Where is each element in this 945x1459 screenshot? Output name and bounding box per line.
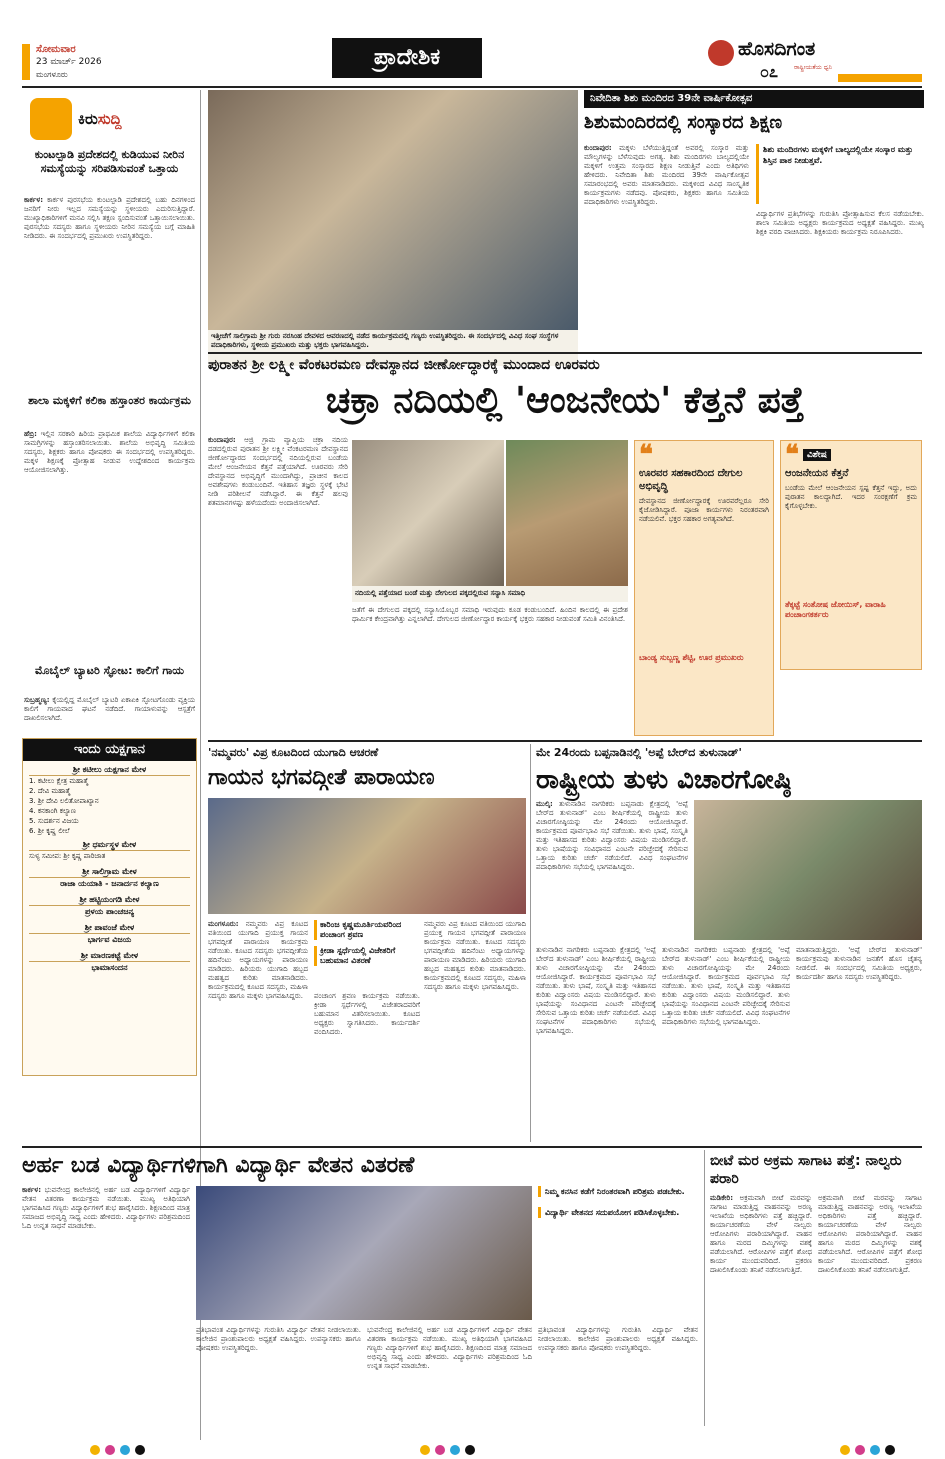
mela-item: ಭಾಮಾಸಂದನ	[91, 963, 128, 972]
anjaneya-photo-caption: ನದಿಯಲ್ಲಿ ಪತ್ತೆಯಾದ ಬಂಡೆ ಮತ್ತು ದೇಗುಲದ ಪಕ್ಕದಲ್ಲಿರುವ ಸನ್ಯಾಸಿ ಸಮಾಧಿ	[352, 586, 628, 602]
story3-text: ಕೈಯಲ್ಲಿದ್ದ ಮೊಬೈಲ್ ಬ್ಯಾಟರಿ ಏಕಾಏಕಿ ಸ್ಫೋಟಗೊಂಡು ವ್ಯಕ್ತಿಯ ಕಾಲಿಗೆ ಗಾಯವಾದ ಘಟನೆ ನಡೆದಿದೆ. ಗಾಯಾಳುವನ್ನು ಆಸ್ಪತ್ರೆಗೆ ದಾಖಲಿಸಲಾಗಿದೆ.	[24, 696, 195, 722]
kirusuddi-label-a: ಕಿರು	[78, 110, 98, 128]
kirusuddi-label-b: ಸುದ್ದಿ	[97, 110, 122, 128]
top-photo-caption: ಇತ್ತೀಚೆಗೆ ಸಾಲಿಗ್ರಾಮ ಶ್ರೀ ಗುರು ನರಸಿಂಹ ದೇವಳದ ಆವರಣದಲ್ಲಿ ನಡೆದ ಕಾರ್ಯಕ್ರಮದಲ್ಲಿ ಗಣ್ಯರು ಉಪಸ್ಥಿತರಿದ್ದರು. ಈ ಸಂದರ್ಭದಲ್ಲಿ ವಿವಿಧ ಸಂಘ ಸಂಸ್ಥೆಗಳ ಪದಾಧಿಕಾರಿಗಳು, ಸ್ಥಳೀಯ ಪ್ರಮುಖರು ಮತ್ತು ಭಕ್ತರು ಭಾಗವಹಿಸಿದ್ದರು.	[208, 330, 578, 366]
gita-group-photo	[208, 798, 526, 914]
timber-dateline: ಮಡಿಕೇರಿ:	[710, 1194, 734, 1202]
quote2-label: ವಿಶೇಷ	[803, 449, 831, 461]
gita-kicker: 'ನಮ್ಮವರು' ವಿಪ್ರ ಕೂಟದಿಂದ ಯುಗಾದಿ ಆಚರಣೆ	[208, 746, 379, 759]
tulu-body2: ಮಾತನಾಡುತ್ತಿದ್ದರು. 'ಅಪ್ಪೆ ಬೇರ್‌ದ ತುಳುನಾಡ್' ಕಾರ್ಯಕ್ರಮವು ತುಳುನಾಡಿನ ಜನತೆಗೆ ಹೊಸ ಚೈತನ್ಯ ನೀಡಲಿದೆ. ಈ ಸಂದರ್ಭದಲ್ಲಿ ಸಮಿತಿಯ ಅಧ್ಯಕ್ಷರು, ಕಾರ್ಯದರ್ಶಿ ಹಾಗೂ ಸದಸ್ಯರು ಉಪಸ್ಥಿತರಿದ್ದರು.	[796, 946, 922, 981]
scholarship-dateline: ಕಾರ್ಕಳ:	[22, 1186, 41, 1194]
shishu-highlight: ಶಿಶು ಮಂದಿರಗಳು ಮಕ್ಕಳಿಗೆ ಬಾಲ್ಯದಲ್ಲಿಯೇ ಸಂಸ್ಕಾರ ಮತ್ತು ಶಿಸ್ತಿನ ಪಾಠ ನೀಡುತ್ತವೆ.	[756, 144, 924, 204]
mela-item: 2. ದೇವಿ ಮಹಾತ್ಮೆ	[29, 787, 71, 795]
mela-item: 5. ಸುದರ್ಶನ ವಿಜಯ	[29, 817, 79, 825]
registration-dot	[465, 1445, 475, 1455]
scholarship-body4: ಪ್ರತಿಭಾವಂತ ವಿದ್ಯಾರ್ಥಿಗಳನ್ನು ಗುರುತಿಸಿ ವಿದ್ಯಾರ್ಥಿ ವೇತನ ನೀಡಲಾಯಿತು. ಕಾಲೇಜಿನ ಪ್ರಾಂಶುಪಾಲರು ಅಧ್ಯಕ್ಷತೆ ವಹಿಸಿದ್ದರು. ಉಪನ್ಯಾಸಕರು ಹಾಗೂ ಪೋಷಕರು ಉಪಸ್ಥಿತರಿದ್ದರು.	[538, 1326, 698, 1352]
gita-headline: ಗಾಯನ ಭಗವದ್ಗೀತೆ ಪಾರಾಯಣ	[208, 765, 435, 790]
paper-logo	[708, 38, 922, 82]
tulu-headline: ರಾಷ್ಟ್ರೀಯ ತುಳು ವಿಚಾರಗೋಷ್ಠಿ	[536, 765, 792, 795]
story3-headline: ಮೊಬೈಲ್ ಬ್ಯಾಟರಿ ಸ್ಫೋಟ: ಕಾಲಿಗೆ ಗಾಯ	[35, 664, 184, 677]
mela-name: ಶ್ರೀ ಪಾವಂಜೆ ಮೇಳ	[29, 923, 190, 934]
shishu-body2: ವಿದ್ಯಾರ್ಥಿಗಳ ಪ್ರತಿಭೆಗಳನ್ನು ಗುರುತಿಸಿ ಪ್ರೋತ್ಸಾಹಿಸುವ ಕೆಲಸ ನಡೆಯಬೇಕು. ಶಾಲಾ ಸಮಿತಿಯ ಅಧ್ಯಕ್ಷರು ಕಾರ್ಯಕ್ರಮದ ಅಧ್ಯಕ್ಷತೆ ವಹಿಸಿದ್ದರು. ಮುಖ್ಯ ಶಿಕ್ಷಕಿ ವರದಿ ವಾಚಿಸಿದರು. ಶಿಕ್ಷಕಿಯರು ಕಾರ್ಯಕ್ರಮ ನಿರೂಪಿಸಿದರು.	[756, 210, 924, 236]
quote2-title: ಆಂಜನೇಯನ ಕೆತ್ತನೆ	[785, 468, 849, 479]
gita-highlights	[314, 920, 420, 986]
shishu-body	[584, 144, 749, 364]
timber-text: ಅಕ್ರಮವಾಗಿ ಬೀಟೆ ಮರವನ್ನು ಸಾಗಾಟ ಮಾಡುತ್ತಿದ್ದ ವಾಹನವನ್ನು ಅರಣ್ಯ ಇಲಾಖೆಯ ಅಧಿಕಾರಿಗಳು ಪತ್ತೆ ಹಚ್ಚಿದ್ದಾರೆ. ಕಾರ್ಯಾಚರಣೆಯ ವೇಳೆ ನಾಲ್ವರು ಆರೋಪಿಗಳು ಪರಾರಿಯಾಗಿದ್ದಾರೆ. ವಾಹನ ಹಾಗೂ ಮರದ ದಿಮ್ಮಿಗಳನ್ನು ವಶಕ್ಕೆ ಪಡೆಯಲಾಗಿದೆ. ಆರೋಪಿಗಳ ಪತ್ತೆಗೆ ಶೋಧ ಕಾರ್ಯ ಮುಂದುವರಿದಿದೆ. ಪ್ರಕರಣ ದಾಖಲಿಸಿಕೊಂಡು ತನಿಖೆ ನಡೆಸಲಾಗುತ್ತಿದೆ.	[710, 1194, 812, 1274]
yakshagana-group	[29, 923, 190, 945]
registration-marks-center	[420, 1440, 475, 1459]
bottom-rule	[22, 1146, 922, 1148]
scholarship-highlights	[538, 1186, 698, 1320]
anjaneya-kicker: ಪುರಾತನ ಶ್ರೀ ಲಕ್ಷ್ಮೀ ವೆಂಕಟರಮಣ ದೇವಸ್ಥಾನದ ಜೀರ್ಣೋದ್ಧಾರಕ್ಕೆ ಮುಂದಾದ ಊರವರು	[208, 357, 600, 373]
mela-name: ಶ್ರೀ ಧರ್ಮಸ್ಥಳ ಮೇಳ	[29, 840, 190, 851]
tulu-text: ತುಳುನಾಡಿನ ನಾಗರಿಕರು ಬಪ್ಪನಾಡು ಕ್ಷೇತ್ರದಲ್ಲಿ 'ಅಪ್ಪೆ ಬೇರ್‌ದ ತುಳುನಾಡ್' ಎಂಬ ಶೀರ್ಷಿಕೆಯಲ್ಲಿ ರಾಷ್ಟ್ರೀಯ ತುಳು ವಿಚಾರಗೋಷ್ಠಿಯನ್ನು ಮೇ 24ರಂದು ಆಯೋಜಿಸಿದ್ದಾರೆ. ಕಾರ್ಯಕ್ರಮದ ಪೂರ್ವಭಾವಿ ಸಭೆ ನಡೆಯಿತು. ತುಳು ಭಾಷೆ, ಸಂಸ್ಕೃತಿ ಮತ್ತು ಇತಿಹಾಸದ ಕುರಿತು ವಿದ್ವಾಂಸರು ವಿಷಯ ಮಂಡಿಸಲಿದ್ದಾರೆ. ತುಳು ಭಾಷೆಯನ್ನು ಸಂವಿಧಾನದ ಎಂಟನೇ ಪರಿಚ್ಛೇದಕ್ಕೆ ಸೇರಿಸುವ ಒತ್ತಾಯ ಕುರಿತು ಚರ್ಚೆ ನಡೆಯಲಿದೆ. ವಿವಿಧ ಸಂಘಟನೆಗಳ ಪದಾಧಿಕಾರಿಗಳು ಸಭೆಯಲ್ಲಿ ಭಾಗವಹಿಸಿದ್ದರು.	[536, 800, 688, 871]
scholarship-photo	[196, 1186, 532, 1320]
yakshagana-group	[29, 895, 190, 917]
anjaneya-body2: ಜತೆಗೆ ಈ ದೇಗುಲದ ಪಕ್ಕದಲ್ಲಿ ಸನ್ಯಾಸಿಯೊಬ್ಬರ ಸಮಾಧಿ ಇರುವುದು ಕೂಡ ಕಂಡುಬಂದಿದೆ. ಹಿಂದಿನ ಕಾಲದಲ್ಲಿ ಈ ಪ್ರದೇಶ ಧಾರ್ಮಿಕ ಕೇಂದ್ರವಾಗಿತ್ತು ಎನ್ನಲಾಗಿದೆ. ದೇಗುಲದ ಜೀರ್ಣೋದ್ಧಾರ ಕಾರ್ಯಕ್ಕೆ ಭಕ್ತರು ಸಹಕಾರ ನೀಡುವಂತೆ ಸಮಿತಿ ವಿನಂತಿಸಿದೆ.	[352, 606, 628, 623]
registration-dot	[840, 1445, 850, 1455]
page-number: ೦೭	[760, 62, 778, 81]
registration-dot	[450, 1445, 460, 1455]
masthead-rule	[22, 86, 922, 88]
shishu-dateline: ಕುಂದಾಪುರ:	[584, 144, 612, 152]
anjaneya-body	[208, 436, 348, 736]
gita-body2: ಪಂಚಾಂಗ ಶ್ರವಣ ಕಾರ್ಯಕ್ರಮ ನಡೆಯಿತು. ಕ್ರೀಡಾ ಸ್ಪರ್ಧೆಗಳಲ್ಲಿ ವಿಜೇತರಾದವರಿಗೆ ಬಹುಮಾನ ವಿತರಿಸಲಾಯಿತು. ಕೂಟದ ಅಧ್ಯಕ್ಷರು ಸ್ವಾಗತಿಸಿದರು. ಕಾರ್ಯದರ್ಶಿ ವಂದಿಸಿದರು.	[314, 992, 420, 1036]
quote-mark-icon: ❝	[785, 440, 799, 470]
shishu-story	[584, 90, 924, 366]
story2-headline: ಶಾಲಾ ಮಕ್ಕಳಿಗೆ ಕಲಿಕಾ ಹಸ್ತಾಂತರ ಕಾರ್ಯಕ್ರಮ	[28, 394, 191, 407]
quote1-title: ಊರವರ ಸಹಕಾರದಿಂದ ದೇಗುಲ ಅಭಿವೃದ್ಧಿ	[639, 468, 743, 492]
registration-dot	[420, 1445, 430, 1455]
masthead-day: ಸೋಮವಾರ	[36, 44, 76, 55]
scholarship-body2: ಪ್ರತಿಭಾವಂತ ವಿದ್ಯಾರ್ಥಿಗಳನ್ನು ಗುರುತಿಸಿ ವಿದ್ಯಾರ್ಥಿ ವೇತನ ನೀಡಲಾಯಿತು. ಕಾಲೇಜಿನ ಪ್ರಾಂಶುಪಾಲರು ಅಧ್ಯಕ್ಷತೆ ವಹಿಸಿದ್ದರು. ಉಪನ್ಯಾಸಕರು ಹಾಗೂ ಪೋಷಕರು ಉಪಸ್ಥಿತರಿದ್ದರು.	[196, 1326, 361, 1352]
registration-dot	[435, 1445, 445, 1455]
story1-dateline: ಕಾರ್ಕಳ:	[24, 196, 43, 204]
shishu-headline: ಶಿಶುಮಂದಿರದಲ್ಲಿ ಸಂಸ್ಕಾರದ ಶಿಕ್ಷಣ	[584, 112, 783, 133]
mela-name: ಶ್ರೀ ಮಾರಣಕಟ್ಟೆ ಮೇಳ	[29, 951, 190, 962]
quote2-body: ಬಂಡೆಯ ಮೇಲೆ ಆಂಜನೇಯನ ಸ್ಪಷ್ಟ ಕೆತ್ತನೆ ಇದ್ದು, ಅದು ಪುರಾತನ ಕಾಲದ್ದಾಗಿದೆ. ಇದರ ಸಂರಕ್ಷಣೆಗೆ ಕ್ರಮ ಕೈಗೊಳ್ಳಬೇಕು.	[785, 484, 917, 510]
registration-dot	[870, 1445, 880, 1455]
gita-body3: ನಮ್ಮವರು ವಿಪ್ರ ಕೂಟದ ವತಿಯಿಂದ ಯುಗಾದಿ ಪ್ರಯುಕ್ತ ಗಾಯನ ಭಗವದ್ಗೀತೆ ಪಾರಾಯಣ ಕಾರ್ಯಕ್ರಮ ನಡೆಯಿತು. ಕೂಟದ ಸದಸ್ಯರು ಭಗವದ್ಗೀತೆಯ ಹದಿನೆಂಟು ಅಧ್ಯಾಯಗಳನ್ನು ಪಾರಾಯಣ ಮಾಡಿದರು. ಹಿರಿಯರು ಯುಗಾದಿ ಹಬ್ಬದ ಮಹತ್ವದ ಕುರಿತು ಮಾತನಾಡಿದರು. ಕಾರ್ಯಕ್ರಮದಲ್ಲಿ ಕೂಟದ ಸದಸ್ಯರು, ಮಹಿಳಾ ಸದಸ್ಯರು ಹಾಗೂ ಮಕ್ಕಳು ಭಾಗವಹಿಸಿದ್ದರು.	[424, 920, 526, 991]
kirusuddi-label	[78, 110, 122, 128]
scholarship-body3: ಭುವನೇಂದ್ರ ಕಾಲೇಜಿನಲ್ಲಿ ಅರ್ಹ ಬಡ ವಿದ್ಯಾರ್ಥಿಗಳಿಗೆ ವಿದ್ಯಾರ್ಥಿ ವೇತನ ವಿತರಣಾ ಕಾರ್ಯಕ್ರಮ ನಡೆಯಿತು. ಮುಖ್ಯ ಅತಿಥಿಯಾಗಿ ಭಾಗವಹಿಸಿದ ಗಣ್ಯರು ವಿದ್ಯಾರ್ಥಿಗಳಿಗೆ ಶುಭ ಹಾರೈಸಿದರು. ಶಿಕ್ಷಣದಿಂದ ಮಾತ್ರ ಸಮಾಜದ ಅಭಿವೃದ್ಧಿ ಸಾಧ್ಯ ಎಂದು ಹೇಳಿದರು. ವಿದ್ಯಾರ್ಥಿಗಳು ಪರಿಶ್ರಮದಿಂದ ಓದಿ ಉನ್ನತ ಸಾಧನೆ ಮಾಡಬೇಕು.	[367, 1326, 532, 1370]
tulu-kicker: ಮೇ 24ರಂದು ಬಪ್ಪನಾಡಿನಲ್ಲಿ 'ಅಪ್ಪೆ ಬೇರ್‌ದ ತುಳುನಾಡ್'	[536, 746, 742, 759]
mela-item: 1. ಕಟೀಲು ಕ್ಷೇತ್ರ ಮಹಾತ್ಮೆ	[29, 777, 89, 785]
yakshagana-group	[29, 951, 190, 973]
mela-name: ಶ್ರೀ ಹಟ್ಟಿಯಂಗಡಿ ಮೇಳ	[29, 895, 190, 906]
section-title: ಪ್ರಾದೇಶಿಕ	[332, 38, 482, 78]
rock-carving-photo	[352, 440, 504, 586]
tulu-meeting-photo	[694, 800, 922, 940]
quote2-by: ತೆಕ್ಕಟ್ಟೆ ಸಂತೋಷ ಜೋಯಿಸ್, ವಾರಾಹಿ ಪಂಚಾಂಗಕರ್ತರು	[785, 600, 886, 619]
gita-box1: ಕಾರಿಂಜ ಕೃಷ್ಣಮೂರ್ತಿಯವರಿಂದ ಪಂಚಾಂಗ ಶ್ರವಣ	[314, 920, 420, 940]
tulu-body-col3: ತುಳುನಾಡಿನ ನಾಗರಿಕರು ಬಪ್ಪನಾಡು ಕ್ಷೇತ್ರದಲ್ಲಿ 'ಅಪ್ಪೆ ಬೇರ್‌ದ ತುಳುನಾಡ್' ಎಂಬ ಶೀರ್ಷಿಕೆಯಲ್ಲಿ ರಾಷ್ಟ್ರೀಯ ತುಳು ವಿಚಾರಗೋಷ್ಠಿಯನ್ನು ಮೇ 24ರಂದು ಆಯೋಜಿಸಿದ್ದಾರೆ. ಕಾರ್ಯಕ್ರಮದ ಪೂರ್ವಭಾವಿ ಸಭೆ ನಡೆಯಿತು. ತುಳು ಭಾಷೆ, ಸಂಸ್ಕೃತಿ ಮತ್ತು ಇತಿಹಾಸದ ಕುರಿತು ವಿದ್ವಾಂಸರು ವಿಷಯ ಮಂಡಿಸಲಿದ್ದಾರೆ. ತುಳು ಭಾಷೆಯನ್ನು ಸಂವಿಧಾನದ ಎಂಟನೇ ಪರಿಚ್ಛೇದಕ್ಕೆ ಸೇರಿಸುವ ಒತ್ತಾಯ ಕುರಿತು ಚರ್ಚೆ ನಡೆಯಲಿದೆ. ವಿವಿಧ ಸಂಘಟನೆಗಳ ಪದಾಧಿಕಾರಿಗಳು ಸಭೆಯಲ್ಲಿ ಭಾಗವಹಿಸಿದ್ದರು.	[662, 946, 790, 1026]
masthead-date: 23 ಮಾರ್ಚ್ 2026	[36, 57, 102, 67]
quote-box-special	[780, 440, 922, 670]
middle-rule	[208, 740, 922, 742]
registration-dot	[855, 1445, 865, 1455]
mela-name: ಶ್ರೀ ಕಟೀಲು ಯಕ್ಷಗಾನ ಮೇಳ	[29, 765, 190, 776]
mela-item: 6. ಶ್ರೀ ಕೃಷ್ಣ ಲೀಲೆ	[29, 827, 70, 835]
registration-dot	[105, 1445, 115, 1455]
timber-headline: ಬೀಟೆ ಮರ ಅಕ್ರಮ ಸಾಗಾಟ ಪತ್ತೆ: ನಾಲ್ವರು ಪರಾರಿ	[710, 1153, 902, 1187]
registration-marks-right	[840, 1440, 895, 1459]
registration-dot	[135, 1445, 145, 1455]
yakshagana-group	[29, 840, 190, 861]
registration-marks-left	[90, 1440, 145, 1459]
anjaneya-dateline: ಕುಂದಾಪುರ:	[208, 436, 236, 444]
tulu-dateline: ಮುಲ್ಕಿ:	[536, 800, 553, 808]
story2-text: ಇಲ್ಲಿನ ಸರಕಾರಿ ಹಿರಿಯ ಪ್ರಾಥಮಿಕ ಶಾಲೆಯ ವಿದ್ಯಾರ್ಥಿಗಳಿಗೆ ಕಲಿಕಾ ಸಾಮಗ್ರಿಗಳನ್ನು ಹಸ್ತಾಂತರಿಸಲಾಯಿತು. ಶಾಲೆಯ ಅಭಿವೃದ್ಧಿ ಸಮಿತಿಯ ಸದಸ್ಯರು, ಶಿಕ್ಷಕರು ಹಾಗೂ ಪೋಷಕರು ಈ ಸಂದರ್ಭದಲ್ಲಿ ಉಪಸ್ಥಿತರಿದ್ದರು. ಮಕ್ಕಳ ಶಿಕ್ಷಣಕ್ಕೆ ಪ್ರೋತ್ಸಾಹ ನೀಡುವ ಉದ್ದೇಶದಿಂದ ಕಾರ್ಯಕ್ರಮ ಆಯೋಜಿಸಲಾಗಿತ್ತು.	[24, 430, 195, 474]
masthead	[22, 38, 922, 88]
tulu-body-col2: ತುಳುನಾಡಿನ ನಾಗರಿಕರು ಬಪ್ಪನಾಡು ಕ್ಷೇತ್ರದಲ್ಲಿ 'ಅಪ್ಪೆ ಬೇರ್‌ದ ತುಳುನಾಡ್' ಎಂಬ ಶೀರ್ಷಿಕೆಯಲ್ಲಿ ರಾಷ್ಟ್ರೀಯ ತುಳು ವಿಚಾರಗೋಷ್ಠಿಯನ್ನು ಮೇ 24ರಂದು ಆಯೋಜಿಸಿದ್ದಾರೆ. ಕಾರ್ಯಕ್ರಮದ ಪೂರ್ವಭಾವಿ ಸಭೆ ನಡೆಯಿತು. ತುಳು ಭಾಷೆ, ಸಂಸ್ಕೃತಿ ಮತ್ತು ಇತಿಹಾಸದ ಕುರಿತು ವಿದ್ವಾಂಸರು ವಿಷಯ ಮಂಡಿಸಲಿದ್ದಾರೆ. ತುಳು ಭಾಷೆಯನ್ನು ಸಂವಿಧಾನದ ಎಂಟನೇ ಪರಿಚ್ಛೇದಕ್ಕೆ ಸೇರಿಸುವ ಒತ್ತಾಯ ಕುರಿತು ಚರ್ಚೆ ನಡೆಯಲಿದೆ. ವಿವಿಧ ಸಂಘಟನೆಗಳ ಪದಾಧಿಕಾರಿಗಳು ಸಭೆಯಲ್ಲಿ ಭಾಗವಹಿಸಿದ್ದರು.	[536, 946, 656, 1035]
paper-tagline: ರಾಷ್ಟ್ರೀಯತೆಯ ಧ್ವನಿ	[794, 64, 832, 71]
yakshagana-group	[29, 765, 190, 836]
timber-body2: ಅಕ್ರಮವಾಗಿ ಬೀಟೆ ಮರವನ್ನು ಸಾಗಾಟ ಮಾಡುತ್ತಿದ್ದ ವಾಹನವನ್ನು ಅರಣ್ಯ ಇಲಾಖೆಯ ಅಧಿಕಾರಿಗಳು ಪತ್ತೆ ಹಚ್ಚಿದ್ದಾರೆ. ಕಾರ್ಯಾಚರಣೆಯ ವೇಳೆ ನಾಲ್ವರು ಆರೋಪಿಗಳು ಪರಾರಿಯಾಗಿದ್ದಾರೆ. ವಾಹನ ಹಾಗೂ ಮರದ ದಿಮ್ಮಿಗಳನ್ನು ವಶಕ್ಕೆ ಪಡೆಯಲಾಗಿದೆ. ಆರೋಪಿಗಳ ಪತ್ತೆಗೆ ಶೋಧ ಕಾರ್ಯ ಮುಂದುವರಿದಿದೆ. ಪ್ರಕರಣ ದಾಖಲಿಸಿಕೊಂಡು ತನಿಖೆ ನಡೆಸಲಾಗುತ್ತಿದೆ.	[818, 1194, 922, 1274]
column-divider-bottom	[704, 1150, 705, 1426]
registration-dot	[90, 1445, 100, 1455]
mela-item: 4. ಕನಕಾಂಗಿ ಕಲ್ಯಾಣ	[29, 807, 76, 815]
registration-dot	[120, 1445, 130, 1455]
top-photo	[208, 90, 578, 330]
anjaneya-rule	[208, 352, 922, 354]
anjaneya-text: ಆಜ್ರಿ ಗ್ರಾಮ ವ್ಯಾಪ್ತಿಯ ಚಕ್ರಾ ನದಿಯ ದಡದಲ್ಲಿರುವ ಪುರಾತನ ಶ್ರೀ ಲಕ್ಷ್ಮೀ ವೆಂಕಟರಮಣ ದೇವಸ್ಥಾನದ ಜೀರ್ಣೋದ್ಧಾರದ ಸಂದರ್ಭದಲ್ಲಿ ನದಿಯಲ್ಲಿರುವ ಬಂಡೆಯ ಮೇಲೆ ಆಂಜನೇಯನ ಕೆತ್ತನೆ ಪತ್ತೆಯಾಗಿದೆ. ಊರವರು ಸೇರಿ ದೇವಸ್ಥಾನದ ಅಭಿವೃದ್ಧಿಗೆ ಮುಂದಾಗಿದ್ದು, ಪ್ರಾಚೀನ ಕಾಲದ ಅವಶೇಷಗಳು ಕಂಡುಬಂದಿವೆ. ಇತಿಹಾಸ ತಜ್ಞರು ಸ್ಥಳಕ್ಕೆ ಭೇಟಿ ನೀಡಿ ಪರಿಶೀಲನೆ ನಡೆಸಿದ್ದಾರೆ. ಈ ಕೆತ್ತನೆ ಹಲವು ಶತಮಾನಗಳಷ್ಟು ಹಳೆಯದೆಂದು ಅಂದಾಜಿಸಲಾಗಿದೆ.	[208, 436, 348, 507]
story1-headline: ಕುಂಟಲ್ಪಾಡಿ ಪ್ರದೇಶದಲ್ಲಿ ಕುಡಿಯುವ ನೀರಿನ ಸಮಸ್ಯೆಯನ್ನು ಸರಿಪಡಿಸುವಂತೆ ಒತ್ತಾಯ	[34, 148, 185, 175]
gita-box2: ಕ್ರೀಡಾ ಸ್ಪರ್ಧೆಯಲ್ಲಿ ವಿಜೇತರಿಗೆ ಬಹುಮಾನ ವಿತರಣೆ	[314, 946, 420, 966]
quote-box-villagers	[634, 440, 774, 736]
yakshagana-group	[29, 867, 190, 889]
hand-icon	[30, 98, 72, 140]
quote-mark-icon: ❝	[639, 440, 653, 470]
shishu-kicker: ನಿವೇದಿತಾ ಶಿಶು ಮಂದಿರದ 39ನೇ ವಾರ್ಷಿಕೋತ್ಸವ	[584, 90, 924, 108]
mela-item: ಸುಳ್ಯ ಸಮೀಪ: ಶ್ರೀ ಕೃಷ್ಣ ಪಾರಿಜಾತ	[29, 852, 106, 860]
scholarship-headline: ಅರ್ಹ ಬಡ ವಿದ್ಯಾರ್ಥಿಗಳಿಗಾಗಿ ವಿದ್ಯಾರ್ಥಿ ವೇತನ ವಿತರಣೆ	[22, 1153, 415, 1178]
tulu-body	[536, 800, 688, 940]
logo-bar	[838, 74, 922, 82]
scholarship-box1: ನಿಮ್ಮ ಕನಸಿನ ಕಡೆಗೆ ನಿರಂತರವಾಗಿ ಪರಿಶ್ರಮ ಪಡಬೇಕು.	[538, 1186, 698, 1197]
samadhi-photo	[506, 440, 628, 586]
mela-item: ಪ್ರಳಯ ಪಾಂಚಜನ್ಯ	[84, 907, 135, 916]
yakshagana-box	[22, 738, 197, 1076]
timber-body	[710, 1194, 812, 1426]
yakshagana-title: ಇಂದು ಯಕ್ಷಗಾನ	[23, 739, 196, 761]
story1-text: ಕಾರ್ಕಳ ಪುರಸಭೆಯ ಕುಂಟಲ್ಪಾಡಿ ಪ್ರದೇಶದಲ್ಲಿ ಬಹು ದಿನಗಳಿಂದ ಜನರಿಗೆ ನೀರು ಇಲ್ಲದ ಸಮಸ್ಯೆಯನ್ನು ಸ್ಥಳೀಯರು ಎದುರಿಸುತ್ತಿದ್ದಾರೆ. ಮುಖ್ಯಾಧಿಕಾರಿಗಳಿಗೆ ಮನವಿ ಸಲ್ಲಿಸಿ ತಕ್ಷಣ ಸ್ಪಂದಿಸುವಂತೆ ಒತ್ತಾಯಿಸಲಾಯಿತು. ಪುರಸಭೆಯ ಸದಸ್ಯರು ಹಾಗೂ ಸ್ಥಳೀಯರು ನೀರಿನ ಸಮಸ್ಯೆಯ ಬಗ್ಗೆ ಮಾಹಿತಿ ನೀಡಿದರು. ಈ ಸಂದರ್ಭದಲ್ಲಿ ಪ್ರಮುಖರು ಉಪಸ್ಥಿತರಿದ್ದರು.	[24, 196, 195, 240]
column-divider-middle	[530, 744, 531, 1142]
gita-text: ನಮ್ಮವರು ವಿಪ್ರ ಕೂಟದ ವತಿಯಿಂದ ಯುಗಾದಿ ಪ್ರಯುಕ್ತ ಗಾಯನ ಭಗವದ್ಗೀತೆ ಪಾರಾಯಣ ಕಾರ್ಯಕ್ರಮ ನಡೆಯಿತು. ಕೂಟದ ಸದಸ್ಯರು ಭಗವದ್ಗೀತೆಯ ಹದಿನೆಂಟು ಅಧ್ಯಾಯಗಳನ್ನು ಪಾರಾಯಣ ಮಾಡಿದರು. ಹಿರಿಯರು ಯುಗಾದಿ ಹಬ್ಬದ ಮಹತ್ವದ ಕುರಿತು ಮಾತನಾಡಿದರು. ಕಾರ್ಯಕ್ರಮದಲ್ಲಿ ಕೂಟದ ಸದಸ್ಯರು, ಮಹಿಳಾ ಸದಸ್ಯರು ಹಾಗೂ ಮಕ್ಕಳು ಭಾಗವಹಿಸಿದ್ದರು.	[208, 920, 308, 1000]
story3-dateline: ಸುಬ್ರಹ್ಮಣ್ಯ:	[24, 696, 50, 704]
scholarship-text: ಭುವನೇಂದ್ರ ಕಾಲೇಜಿನಲ್ಲಿ ಅರ್ಹ ಬಡ ವಿದ್ಯಾರ್ಥಿಗಳಿಗೆ ವಿದ್ಯಾರ್ಥಿ ವೇತನ ವಿತರಣಾ ಕಾರ್ಯಕ್ರಮ ನಡೆಯಿತು. ಮುಖ್ಯ ಅತಿಥಿಯಾಗಿ ಭಾಗವಹಿಸಿದ ಗಣ್ಯರು ವಿದ್ಯಾರ್ಥಿಗಳಿಗೆ ಶುಭ ಹಾರೈಸಿದರು. ಶಿಕ್ಷಣದಿಂದ ಮಾತ್ರ ಸಮಾಜದ ಅಭಿವೃದ್ಧಿ ಸಾಧ್ಯ ಎಂದು ಹೇಳಿದರು. ವಿದ್ಯಾರ್ಥಿಗಳು ಪರಿಶ್ರಮದಿಂದ ಓದಿ ಉನ್ನತ ಸಾಧನೆ ಮಾಡಬೇಕು.	[22, 1186, 190, 1230]
story3-body	[24, 696, 195, 732]
mela-name: ಶ್ರೀ ಸಾಲಿಗ್ರಾಮ ಮೇಳ	[29, 867, 190, 878]
story2-dateline: ಹೆಬ್ರಿ:	[24, 430, 37, 438]
paper-name: ಹೊಸದಿಗಂತ	[738, 38, 816, 60]
kirusuddi-column	[22, 92, 197, 732]
gita-dateline: ಮಂಗಳೂರು:	[208, 920, 239, 928]
story2-body	[24, 430, 195, 606]
registration-dot	[885, 1445, 895, 1455]
story1-body	[24, 196, 195, 352]
shishu-text: ಮಕ್ಕಳು ಬೆಳೆಯುತ್ತಿದ್ದಂತೆ ಅವರಲ್ಲಿ ಸಂಸ್ಕಾರ ಮತ್ತು ಮೌಲ್ಯಗಳನ್ನು ಬೆಳೆಸುವುದು ಅಗತ್ಯ. ಶಿಶು ಮಂದಿರಗಳು ಬಾಲ್ಯದಲ್ಲಿಯೇ ಮಕ್ಕಳಿಗೆ ಉತ್ತಮ ಸಂಸ್ಕಾರದ ಶಿಕ್ಷಣ ನೀಡುತ್ತಿವೆ ಎಂದು ಅತಿಥಿಗಳು ಹೇಳಿದರು. ನಿವೇದಿತಾ ಶಿಶು ಮಂದಿರದ 39ನೇ ವಾರ್ಷಿಕೋತ್ಸವ ಸಮಾರಂಭದಲ್ಲಿ ಅವರು ಮಾತನಾಡಿದರು. ಮಕ್ಕಳಿಂದ ವಿವಿಧ ಸಾಂಸ್ಕೃತಿಕ ಕಾರ್ಯಕ್ರಮಗಳು ನಡೆದವು. ಪೋಷಕರು, ಶಿಕ್ಷಕರು ಹಾಗೂ ಸಮಿತಿಯ ಪದಾಧಿಕಾರಿಗಳು ಉಪಸ್ಥಿತರಿದ್ದರು.	[584, 144, 749, 206]
anjaneya-headline: ಚಕ್ರಾ ನದಿಯಲ್ಲಿ 'ಆಂಜನೇಯ' ಕೆತ್ತನೆ ಪತ್ತೆ	[325, 380, 805, 421]
quote1-body: ದೇವಸ್ಥಾನದ ಜೀರ್ಣೋದ್ಧಾರಕ್ಕೆ ಊರವರೆಲ್ಲರೂ ಸೇರಿ ಕೈಜೋಡಿಸಿದ್ದಾರೆ. ಪೂಜಾ ಕಾರ್ಯಗಳು ನಿರಂತರವಾಗಿ ನಡೆಯಲಿವೆ. ಭಕ್ತರ ಸಹಕಾರ ಅಗತ್ಯವಾಗಿದೆ.	[639, 497, 769, 523]
scholarship-body	[22, 1186, 190, 1426]
gita-body	[208, 920, 308, 1142]
masthead-place: ಮಂಗಳೂರು	[36, 70, 68, 79]
mela-item: 3. ಶ್ರೀ ದೇವಿ ಲಲಿತೋಪಾಖ್ಯಾನ	[29, 797, 99, 805]
quote1-by: ಬಾಂಡ್ಯ ಸುಬ್ಬಣ್ಣ ಶೆಟ್ಟಿ, ಊರ ಪ್ರಮುಖರು	[639, 653, 744, 662]
masthead-accent	[22, 44, 30, 80]
scholarship-box2: ವಿದ್ಯಾರ್ಥಿ ವೇತನದ ಸದುಪಯೋಗ ಪಡಿಸಿಕೊಳ್ಳಬೇಕು.	[538, 1207, 698, 1218]
mela-item: ರಾಜಾ ಯಯಾತಿ - ಜನಾರ್ದನ ಕಲ್ಯಾಣ	[60, 879, 159, 888]
mela-item: ಭಾರ್ಗವ ವಿಜಯ	[87, 935, 132, 944]
logo-emblem-icon	[708, 40, 734, 66]
